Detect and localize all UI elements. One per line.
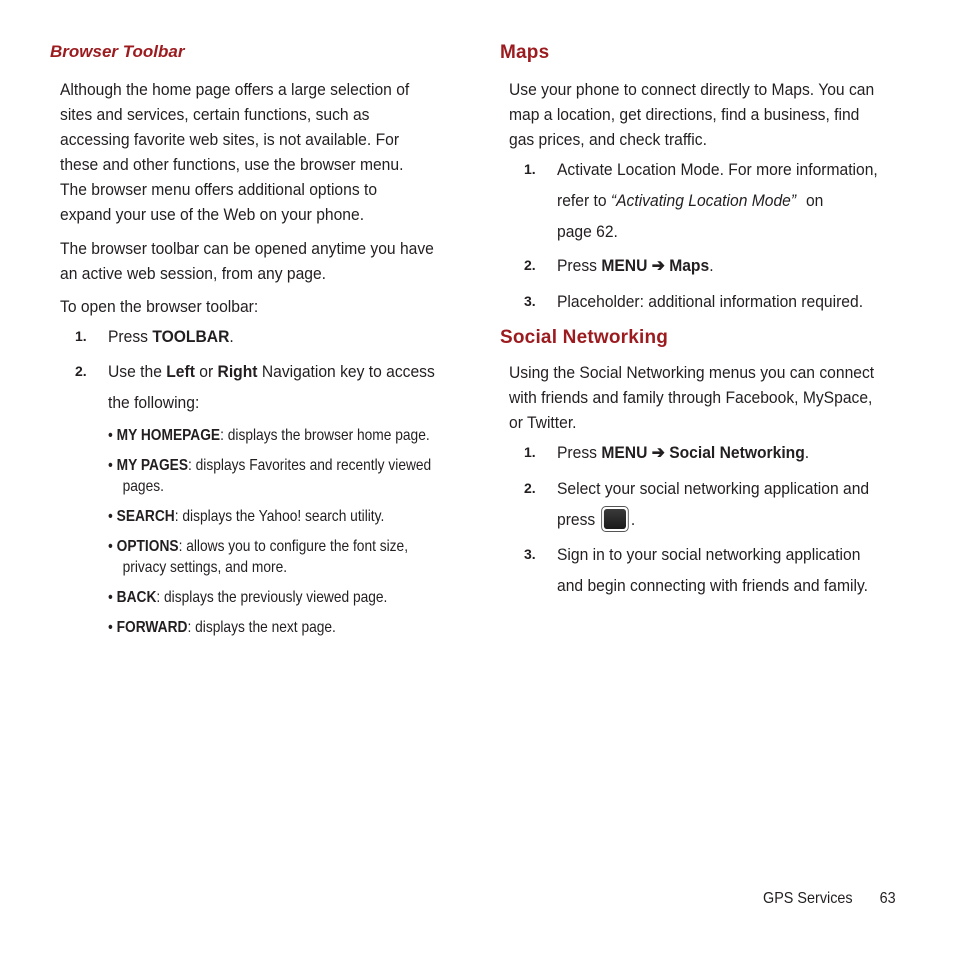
step-text: Press: [557, 256, 602, 275]
list-item: • MY HOMEPAGE: displays the browser home page.: [108, 427, 430, 444]
step-text: on: [801, 191, 824, 210]
browser-toolbar-heading: Browser Toolbar: [50, 42, 185, 61]
cross-reference-link[interactable]: “Activating Location Mode”: [610, 191, 797, 210]
option-desc: : displays the Yahoo! search utility.: [174, 508, 385, 525]
option-desc: privacy settings, and more.: [122, 559, 288, 576]
option-term: MY PAGES: [116, 457, 189, 474]
step-sign-in: [557, 539, 868, 601]
phone-key-icon: [601, 506, 629, 532]
step-text: Use the: [108, 362, 167, 381]
option-term: BACK: [116, 589, 157, 606]
social-networking-key-label: Social Networking: [669, 443, 805, 462]
step-press-social: [557, 437, 809, 468]
step-select-app: [557, 473, 869, 535]
step-number: 1.: [75, 328, 87, 344]
text-line: these and other functions, use the browser menu.: [60, 155, 404, 174]
text-line: map a location, get directions, find a business, find: [509, 105, 860, 124]
step-number: 2.: [524, 480, 536, 496]
menu-key-label: MENU: [601, 443, 648, 462]
right-key-label: Right: [217, 362, 258, 381]
list-item: • OPTIONS: allows you to configure the font size, privacy settings, and more.: [108, 538, 409, 576]
step-text: the following:: [108, 393, 200, 412]
social-paragraph: [509, 360, 874, 435]
option-term: SEARCH: [116, 508, 175, 525]
step-text: .: [229, 327, 234, 346]
text-line: Using the Social Networking menus you can connect: [509, 363, 875, 382]
step-text: .: [709, 256, 714, 275]
step-text: refer to: [557, 191, 611, 210]
left-key-label: Left: [166, 362, 195, 381]
option-desc: : displays the browser home page.: [220, 427, 430, 444]
text-line: or Twitter.: [509, 413, 577, 432]
step-text: Navigation key to access: [257, 362, 435, 381]
step-text: press: [557, 510, 596, 529]
browser-toolbar-paragraph-2: [60, 236, 434, 286]
maps-paragraph: [509, 77, 874, 152]
step-placeholder: Placeholder: additional information required.: [557, 292, 864, 311]
step-toolbar: [108, 321, 234, 352]
step-text: Sign in to your social networking application: [557, 545, 861, 564]
step-text: or: [194, 362, 218, 381]
step-text: Press: [557, 443, 602, 462]
option-term: FORWARD: [116, 619, 188, 636]
text-line: Although the home page offers a large selection of: [60, 80, 410, 99]
option-desc: pages.: [122, 478, 164, 495]
step-number: 1.: [524, 444, 536, 460]
step-text: Select your social networking application and: [557, 479, 870, 498]
text-line: accessing favorite web sites, is not available. For: [60, 130, 400, 149]
maps-heading: Maps: [500, 42, 550, 63]
menu-key-label: MENU: [601, 256, 648, 275]
social-networking-heading: Social Networking: [500, 327, 669, 348]
step-press-maps: [557, 250, 714, 281]
text-line: with friends and family through Facebook, MySpace,: [509, 388, 873, 407]
arrow-icon: ➔: [647, 256, 670, 275]
step-text: .: [804, 443, 810, 462]
step-number: 1.: [524, 161, 536, 177]
option-desc: : displays the next page.: [187, 619, 336, 636]
text-line: an active web session, from any page.: [60, 264, 327, 283]
text-line: sites and services, certain functions, such as: [60, 105, 370, 124]
page-footer: [763, 890, 896, 908]
option-term: MY HOMEPAGE: [116, 427, 221, 444]
text-line: The browser toolbar can be opened anytime you have: [60, 239, 434, 258]
list-item: • BACK: displays the previously viewed page.: [108, 589, 388, 606]
option-desc: : displays the previously viewed page.: [156, 589, 388, 606]
text-line: expand your use of the Web on your phone.: [60, 205, 365, 224]
text-line: Use your phone to connect directly to Maps. You can: [509, 80, 875, 99]
step-text: page 62.: [557, 222, 618, 241]
step-number: 3.: [524, 546, 536, 562]
text-line: gas prices, and check traffic.: [509, 130, 707, 149]
list-item: • FORWARD: displays the next page.: [108, 619, 336, 636]
page-number: 63: [879, 890, 896, 907]
step-text: and begin connecting with friends and family.: [557, 576, 868, 595]
arrow-icon: ➔: [647, 443, 670, 462]
step-text: Activate Location Mode. For more information,: [557, 160, 878, 179]
option-desc: : displays Favorites and recently viewed: [188, 457, 432, 474]
step-location-mode: [557, 154, 878, 247]
open-toolbar-intro: To open the browser toolbar:: [60, 297, 259, 316]
step-number: 2.: [75, 363, 87, 379]
step-number: 2.: [524, 257, 536, 273]
option-term: OPTIONS: [116, 538, 179, 555]
step-text: .: [630, 510, 636, 529]
list-item: • MY PAGES: displays Favorites and recently viewed pages.: [108, 457, 432, 495]
list-item: • SEARCH: displays the Yahoo! search utility.: [108, 508, 385, 525]
footer-section-title: GPS Services: [763, 890, 853, 907]
browser-toolbar-paragraph-1: [60, 77, 409, 227]
option-desc: : allows you to configure the font size,: [178, 538, 409, 555]
toolbar-key-label: TOOLBAR: [152, 327, 230, 346]
step-text: Press: [108, 327, 153, 346]
text-line: The browser menu offers additional options to: [60, 180, 378, 199]
step-navigation: [108, 356, 435, 418]
step-number: 3.: [524, 293, 536, 309]
maps-key-label: Maps: [669, 256, 710, 275]
